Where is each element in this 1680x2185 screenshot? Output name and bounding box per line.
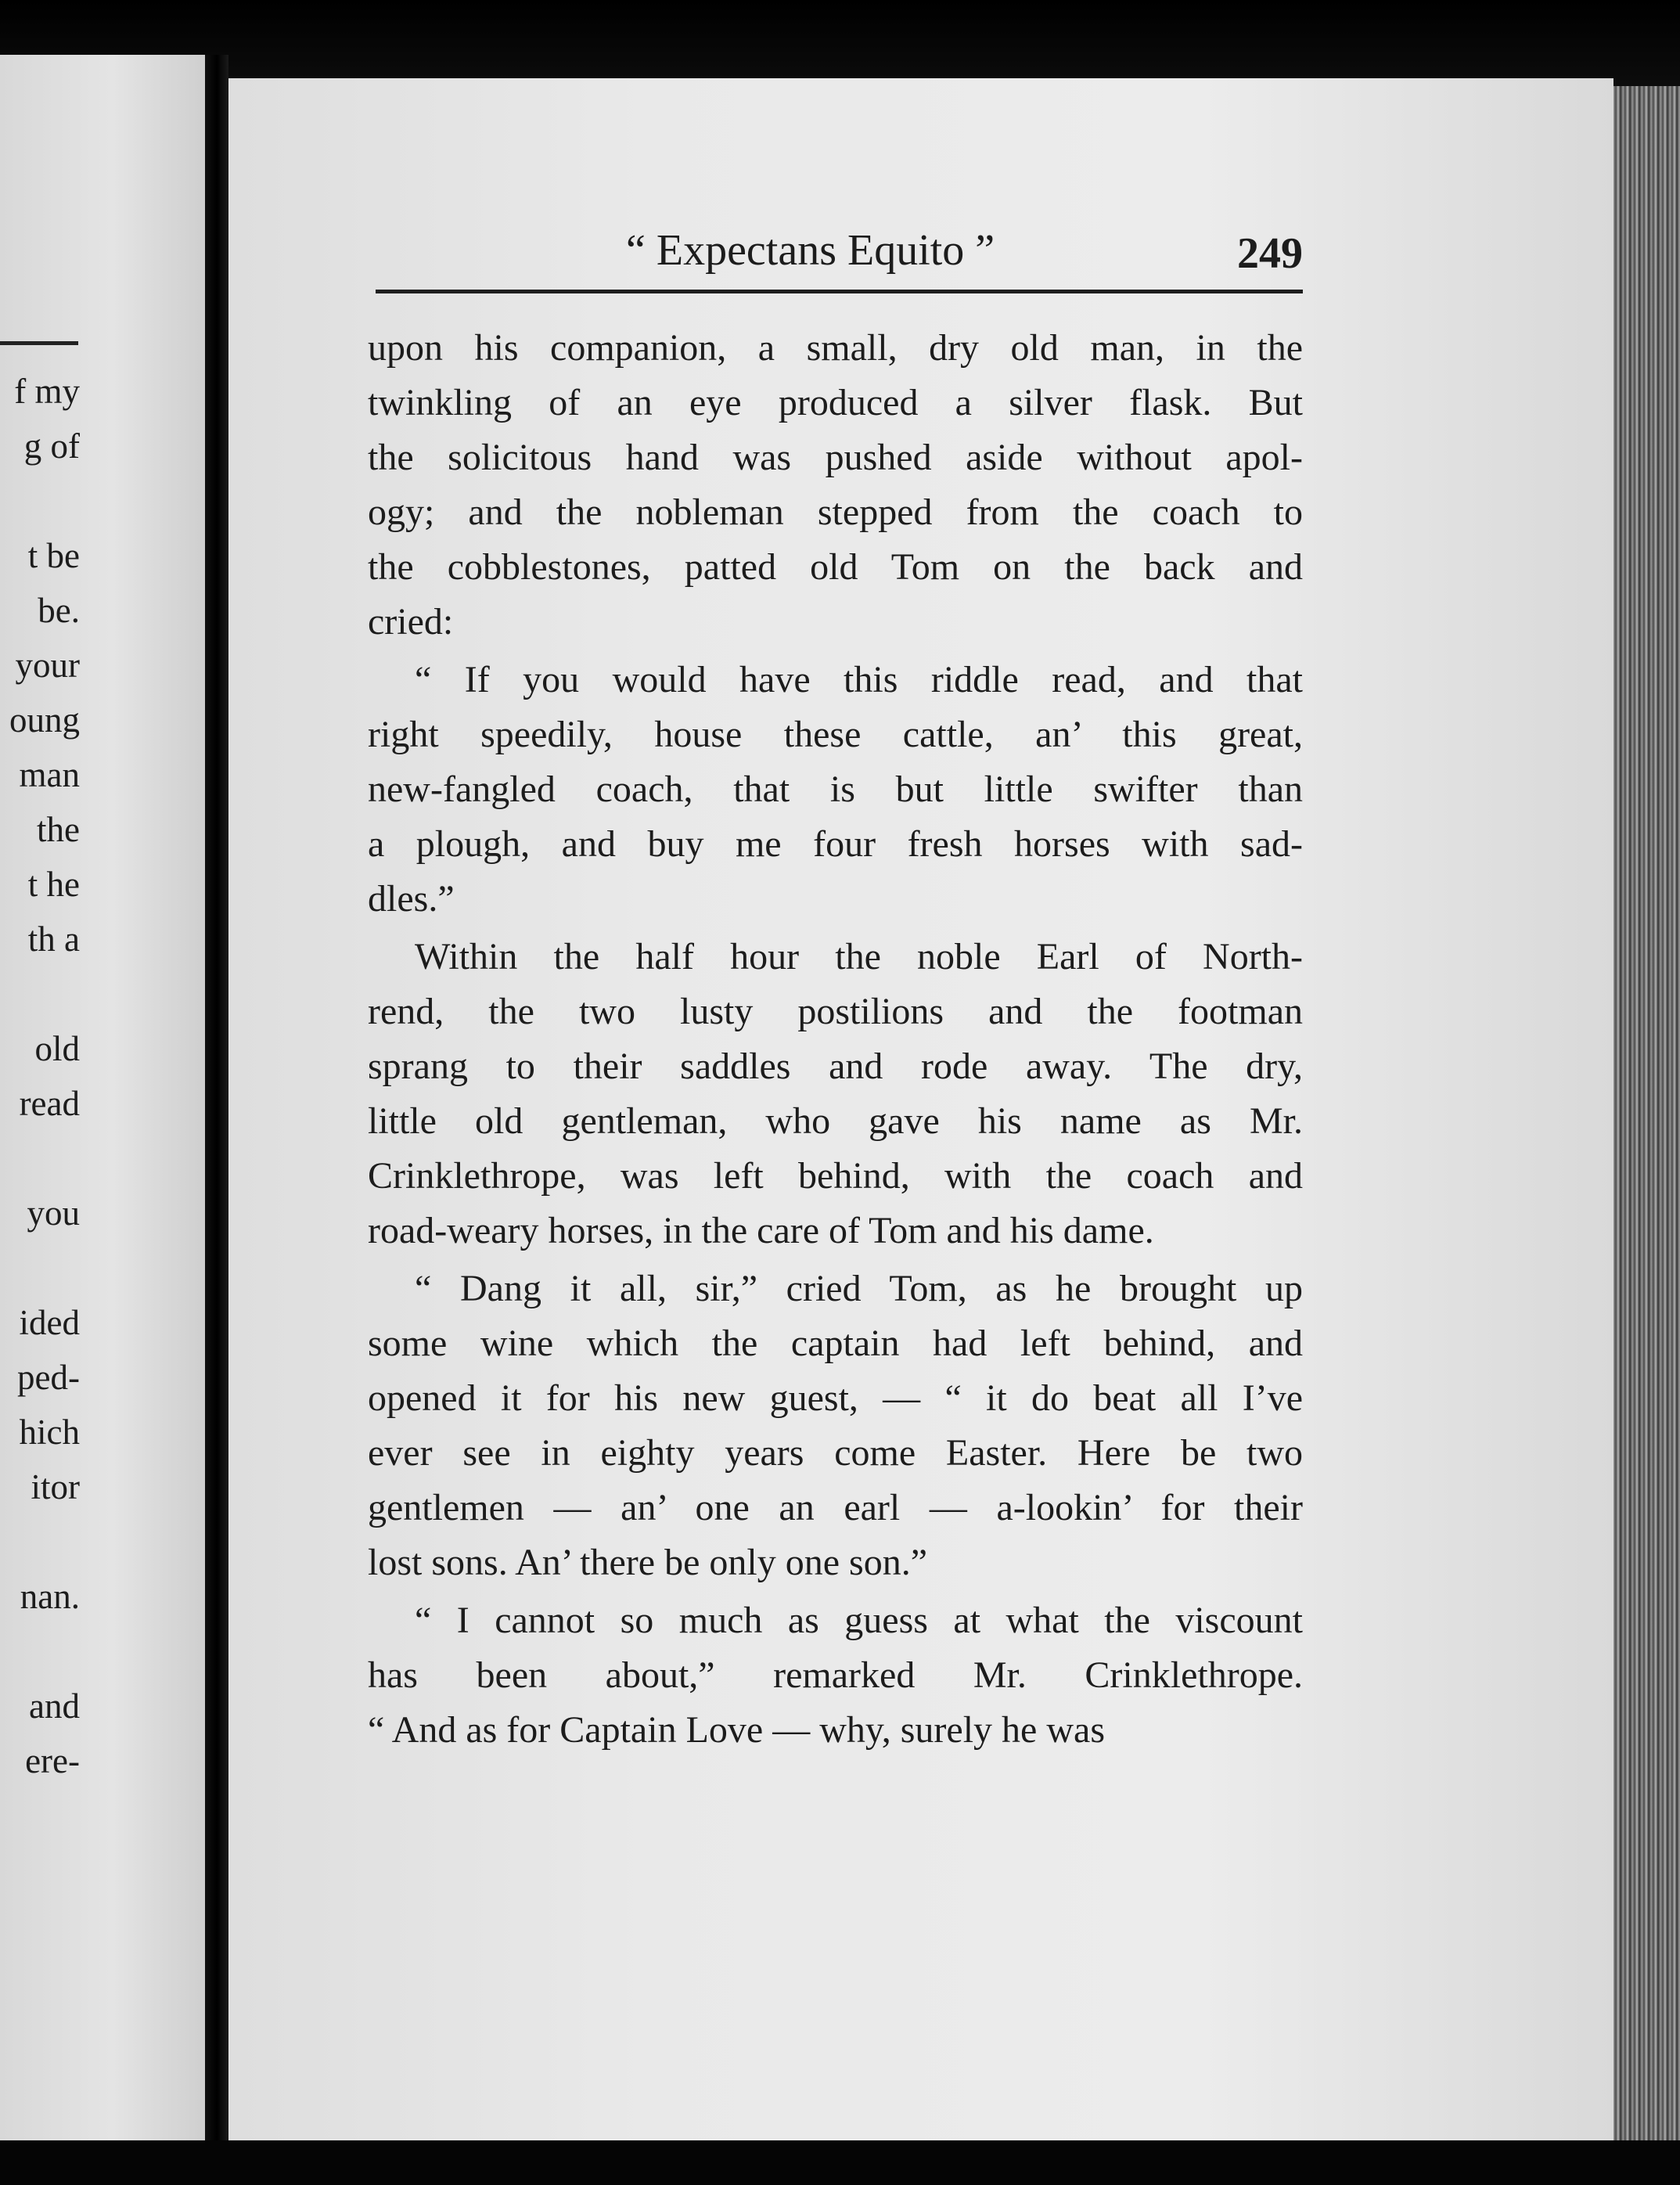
text-line: rend, the two lusty postilions and the footman: [368, 991, 1303, 1032]
previous-page-line: itor: [31, 1467, 80, 1506]
text-line: opened it for his new guest, — “ it do beat all I’ve: [368, 1377, 1303, 1419]
previous-page-line: man: [19, 755, 80, 794]
running-head-title: “ Expectans Equito ”: [626, 226, 995, 275]
text-line: a plough, and buy me four fresh horses with sad-: [368, 823, 1303, 865]
previous-page-line: f my: [14, 372, 80, 411]
previous-page-line: ided: [19, 1303, 80, 1342]
previous-page-line: oung: [9, 700, 80, 740]
previous-page-line: nan.: [20, 1577, 80, 1616]
previous-page-line: th a: [27, 920, 80, 959]
text-line: the solicitous hand was pushed aside without apol-: [368, 437, 1303, 478]
previous-page-line: [9, 1240, 80, 1295]
previous-page-text: [9, 364, 80, 1788]
body-text: [368, 321, 1303, 1761]
text-line: upon his companion, a small, dry old man, in the: [368, 327, 1303, 369]
text-line: “ If you would have this riddle read, and that: [415, 659, 1303, 700]
previous-page-line: [9, 1131, 80, 1186]
scan-background-bottom: [0, 2140, 1680, 2185]
previous-page-line: read: [19, 1084, 80, 1123]
paragraph: [368, 653, 1303, 927]
previous-page-line: you: [27, 1193, 80, 1233]
previous-page-line: g of: [23, 427, 80, 466]
text-line: “ And as for Captain Love — why, surely he was: [368, 1709, 1105, 1751]
text-line: new-fangled coach, that is but little swifter than: [368, 769, 1303, 810]
previous-page-line: and: [29, 1686, 80, 1726]
running-head-rule: [376, 290, 1303, 293]
text-line: twinkling of an eye produced a silver flask. But: [368, 382, 1303, 423]
text-line: the cobblestones, patted old Tom on the back and: [368, 546, 1303, 588]
paragraph: [368, 1593, 1303, 1758]
previous-page-head-rule: [0, 341, 78, 345]
running-head: [376, 225, 1303, 293]
text-line: gentlemen — an’ one an earl — a-lookin’ for their: [368, 1487, 1303, 1528]
book-binding-gutter: [205, 55, 228, 2140]
previous-page-line: [9, 1514, 80, 1569]
text-line: “ Dang it all, sir,” cried Tom, as he brought up: [415, 1268, 1303, 1309]
paragraph: [368, 321, 1303, 650]
previous-page: [0, 55, 205, 2140]
text-line: cried:: [368, 601, 454, 643]
text-line: little old gentleman, who gave his name as Mr.: [368, 1100, 1303, 1142]
previous-page-line: t he: [27, 865, 80, 904]
previous-page-line: your: [15, 646, 80, 685]
previous-page-line: old: [34, 1029, 80, 1068]
text-line: ogy; and the nobleman stepped from the coach to: [368, 491, 1303, 533]
page-edges: [1613, 86, 1680, 2140]
page-number: 249: [1237, 229, 1303, 278]
paragraph: [368, 930, 1303, 1258]
previous-page-line: [9, 967, 80, 1021]
text-line: sprang to their saddles and rode away. The dry,: [368, 1046, 1303, 1087]
paragraph: [368, 1262, 1303, 1590]
text-line: ever see in eighty years come Easter. Here be two: [368, 1432, 1303, 1474]
text-line: right speedily, house these cattle, an’ this great,: [368, 714, 1303, 755]
text-line: has been about,” remarked Mr. Crinklethrope.: [368, 1654, 1303, 1696]
text-line: lost sons. An’ there be only one son.”: [368, 1542, 928, 1583]
text-line: road-weary horses, in the care of Tom and his dame.: [368, 1210, 1154, 1251]
previous-page-line: be.: [38, 591, 80, 630]
previous-page-line: [9, 473, 80, 528]
previous-page-line: the: [37, 810, 80, 849]
previous-page-line: [9, 1624, 80, 1679]
text-line: Crinklethrope, was left behind, with the coach and: [368, 1155, 1303, 1197]
text-line: dles.”: [368, 878, 455, 920]
previous-page-line: t be: [27, 536, 80, 575]
text-line: Within the half hour the noble Earl of North-: [415, 936, 1303, 977]
text-line: some wine which the captain had left behind, and: [368, 1323, 1303, 1364]
previous-page-line: ere-: [25, 1741, 80, 1780]
previous-page-line: ped-: [17, 1358, 80, 1397]
previous-page-line: hich: [19, 1413, 80, 1452]
text-line: “ I cannot so much as guess at what the viscount: [415, 1600, 1303, 1641]
